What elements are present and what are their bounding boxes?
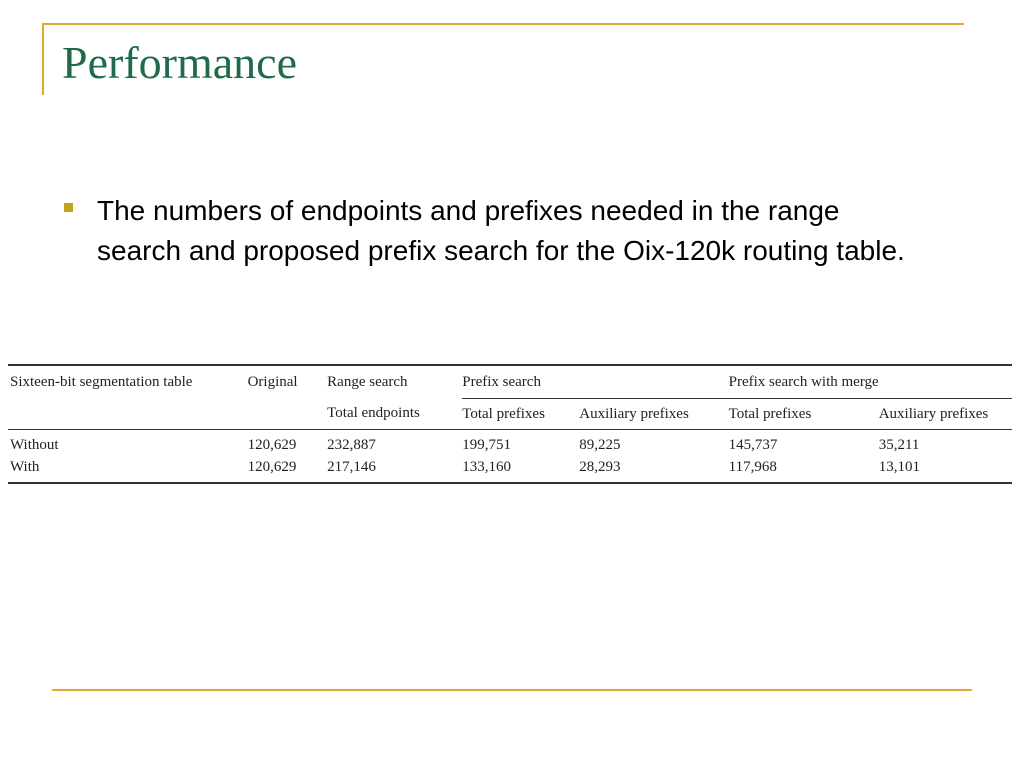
header-auxiliary-prefixes-merge: Auxiliary prefixes	[879, 399, 1012, 430]
header-total-prefixes-merge: Total prefixes	[729, 399, 879, 430]
table-cell: 217,146	[327, 458, 376, 475]
table-cell: 35,211	[878, 436, 920, 453]
square-bullet-icon	[64, 203, 73, 212]
table-row	[8, 456, 1012, 482]
left-rule	[42, 23, 44, 95]
table-cell: 120,629	[247, 436, 297, 453]
bottom-rule	[52, 689, 972, 691]
header-prefix-search-spacer	[579, 366, 728, 399]
header-prefix-search-merge-spacer	[879, 366, 1012, 399]
slide-title: Performance	[62, 37, 297, 88]
header-prefix-search-merge: Prefix search with merge	[729, 366, 879, 399]
table-cell: 117,968	[728, 458, 777, 475]
table-row	[8, 430, 1012, 457]
top-rule	[42, 23, 964, 25]
header-prefix-search: Prefix search	[462, 366, 579, 399]
table-cell: 145,737	[728, 436, 778, 453]
table-cell: With	[10, 458, 40, 475]
table-cell: 120,629	[247, 458, 297, 475]
results-table	[8, 364, 1012, 484]
header-total-prefixes: Total prefixes	[462, 399, 579, 430]
table-cell: 133,160	[462, 458, 511, 475]
table-cell: 89,225	[579, 436, 621, 453]
table-cell: 232,887	[327, 436, 376, 453]
header-range-search: Range search	[327, 373, 408, 390]
table-cell: 199,751	[462, 436, 511, 453]
bullet-text: The numbers of endpoints and prefixes needed in the range search and proposed prefix search for the Oix-120k routing table.	[97, 195, 905, 266]
header-total-endpoints: Total endpoints	[327, 399, 462, 430]
header-empty-1	[8, 399, 248, 430]
bullet-item	[64, 191, 927, 271]
table-cell: 28,293	[579, 458, 621, 475]
header-empty-2	[248, 399, 328, 430]
header-segmentation: Sixteen-bit segmentation table	[10, 373, 193, 390]
header-original: Original	[247, 373, 298, 390]
header-auxiliary-prefixes: Auxiliary prefixes	[579, 399, 728, 430]
table-cell: 13,101	[878, 458, 920, 475]
table-cell: Without	[10, 436, 59, 453]
